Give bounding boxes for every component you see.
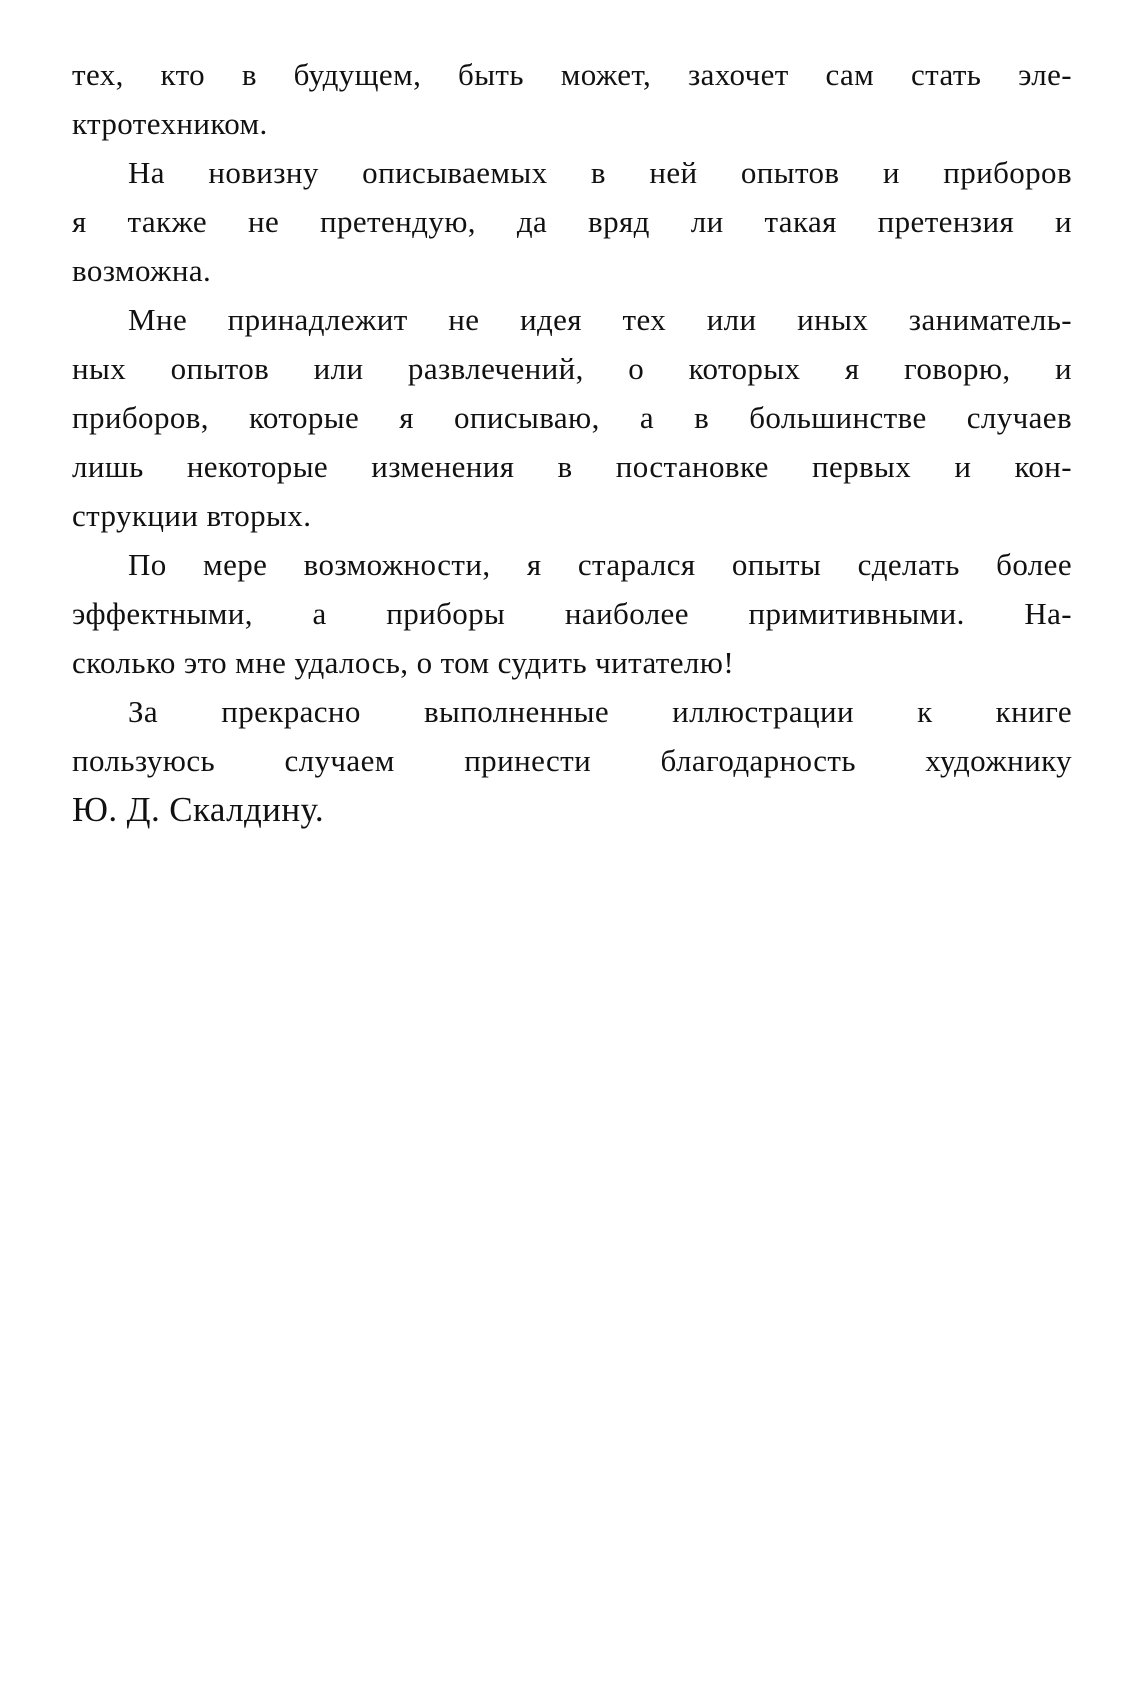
text-line: ктротехником. — [72, 106, 268, 141]
text-line: лишь некоторые изменения в постановке первых и кон- — [72, 449, 1072, 484]
text-line: пользуюсь случаем принести благодарность художнику — [72, 743, 1072, 778]
text-line: ных опытов или развлечений, о которых я говорю, и — [72, 351, 1072, 386]
text-line: Мне принадлежит не идея тех или иных заниматель- — [128, 302, 1072, 337]
text-line: За прекрасно выполненные иллюстрации к книге — [128, 694, 1072, 729]
text-line: эффектными, а приборы наиболее примитивными. На- — [72, 596, 1072, 631]
text-line: сколько это мне удалось, о том судить читателю! — [72, 645, 735, 680]
text-line: струкции вторых. — [72, 498, 312, 533]
text-line: По мере возможности, я старался опыты сделать более — [128, 547, 1072, 582]
text-line: На новизну описываемых в ней опытов и приборов — [128, 155, 1072, 190]
text-line: я также не претендую, да вряд ли такая претензия и — [72, 204, 1072, 239]
text-line: возможна. — [72, 253, 212, 288]
text-line: тех, кто в будущем, быть может, захочет сам стать эле- — [72, 57, 1072, 92]
text-line: приборов, которые я описываю, а в большинстве случаев — [72, 400, 1072, 435]
text-line: Ю. Д. Скалдину. — [72, 790, 324, 829]
